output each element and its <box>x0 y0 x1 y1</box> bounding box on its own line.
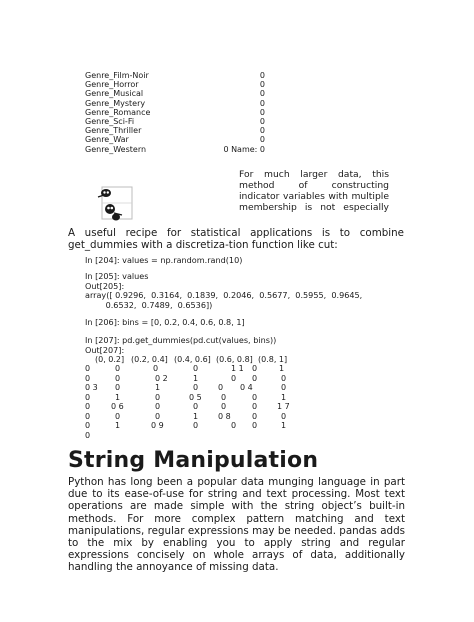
table-cell: 1 1 <box>231 364 244 373</box>
table-row <box>85 393 385 402</box>
genre-name: Genre_Sci-Fi <box>85 117 135 126</box>
table-header-cell: (0.2, 0.4] <box>131 354 168 364</box>
code-line: In [205]: values <box>85 271 149 281</box>
table-header-row <box>85 355 385 364</box>
table-cell: 0 <box>85 421 91 430</box>
table-cell: 0 <box>115 364 121 373</box>
section-paragraph <box>68 476 405 574</box>
table-cell: 0 <box>155 402 161 411</box>
table-cell: 1 <box>279 364 285 373</box>
table-cell: 0 <box>115 383 121 392</box>
table-header-cell: (0.8, 1] <box>258 354 288 364</box>
table-cell: 0 <box>252 392 258 402</box>
table-cell: 0 <box>281 373 287 383</box>
table-cell: 0 <box>193 383 199 392</box>
genre-row <box>85 71 265 80</box>
table-cell: 1 <box>115 392 121 402</box>
table-header-cell: (0, 0.2] <box>95 354 125 364</box>
table-cell: 0 <box>85 402 91 411</box>
genre-row <box>85 145 265 154</box>
table-row <box>85 374 385 383</box>
table-header-cell: (0.6, 0.8] <box>216 354 253 364</box>
genre-value: 0 <box>259 71 265 80</box>
genre-row <box>85 108 265 117</box>
table-cell: 0 <box>85 411 91 421</box>
code-line: In [206]: bins = [0, 0.2, 0.4, 0.6, 0.8, 1] <box>85 317 245 327</box>
table-cell: 0 3 <box>85 383 98 392</box>
table-cell: 0 <box>193 364 199 373</box>
table-cell: 0 <box>252 411 258 421</box>
genre-name: Genre_Musical <box>85 89 144 99</box>
genre-name: Genre_War <box>85 135 129 145</box>
table-cell: 1 <box>193 373 199 383</box>
code-line: 0.6532, 0.7489, 0.6536]) <box>85 299 213 310</box>
section-text: Python has long been a popular data munging language in part due to its ease-of-use for string and text processing. Most text operations are made simple with the string object’s built-in methods. For more complex pattern matching and text manipulations, regular expressions may be needed. pandas adds to the mix by enabling you to apply string and regular expressions concisely on whole arrays of data, additionally handling the annoyance of missing data. <box>68 476 405 574</box>
table-cell: 0 <box>85 364 91 373</box>
code-line: In [207]: pd.get_dummies(pd.cut(values, bins)) <box>85 335 277 345</box>
table-cell: 0 <box>252 421 258 430</box>
genre-value: 0 <box>259 107 265 117</box>
table-cell: 0 <box>221 392 227 402</box>
table-row <box>85 402 385 411</box>
genre-value: 0 <box>259 80 265 90</box>
table-cell: 0 8 <box>218 411 231 421</box>
table-row <box>85 364 385 373</box>
genre-name: Genre_Western <box>85 144 147 154</box>
table-header-cell: (0.4, 0.6] <box>174 354 211 364</box>
table-cell: 0 <box>231 373 237 383</box>
table-cell: 1 <box>281 421 287 430</box>
table-cell: 0 <box>252 364 258 373</box>
genre-name: Genre_Romance <box>85 107 151 117</box>
table-row <box>85 383 385 392</box>
genre-row <box>85 117 265 126</box>
genre-row <box>85 135 265 144</box>
genre-row <box>85 126 265 135</box>
table-cell: 0 <box>115 411 121 421</box>
table-cell: 0 <box>252 373 258 383</box>
table-cell: 1 7 <box>277 402 290 411</box>
table-cell: 0 <box>193 402 199 411</box>
genre-value: 0 <box>259 135 265 145</box>
recipe-text: A useful recipe for statistical applications is to combine get_dummies with a discretiza-tion function like cut: <box>68 227 404 252</box>
code-line: Out[205]: <box>85 280 125 291</box>
genre-row <box>85 89 265 98</box>
table-cell: 0 9 <box>151 421 164 430</box>
code-line: Out[207]: <box>85 344 125 355</box>
genre-value: 0 <box>259 98 265 108</box>
table-cell: 1 <box>281 392 287 402</box>
table-cell: 0 <box>281 411 287 421</box>
genre-name: Genre_Thriller <box>85 126 142 136</box>
table-cell: 0 5 <box>189 392 202 402</box>
genre-value: 0 <box>259 89 265 99</box>
genre-row <box>85 80 265 89</box>
note-callout <box>239 169 389 214</box>
section-heading: String Manipulation <box>68 448 319 473</box>
table-row <box>85 431 385 440</box>
table-cell: 0 <box>252 402 258 411</box>
table-cell: 0 <box>85 430 91 440</box>
table-cell: 0 <box>221 402 227 411</box>
genre-row <box>85 99 265 108</box>
table-cell: 0 <box>155 411 161 421</box>
table-cell: 0 2 <box>155 373 168 383</box>
table-cell: 0 <box>231 421 237 430</box>
genre-name: Genre_Film-Noir <box>85 71 149 80</box>
table-cell: 0 <box>153 364 159 373</box>
recipe-paragraph <box>68 227 404 251</box>
table-cell: 0 6 <box>111 402 124 411</box>
code-line: In [204]: values = np.random.rand(10) <box>85 255 243 265</box>
genre-value: 0 <box>259 126 265 136</box>
table-cell: 0 <box>281 383 287 392</box>
table-cell: 0 <box>193 421 199 430</box>
table-cell: 0 <box>155 392 161 402</box>
table-cell: 1 <box>155 383 161 392</box>
note-icon <box>84 164 124 208</box>
table-cell: 0 <box>218 383 224 392</box>
table-cell: 1 <box>193 411 199 421</box>
genre-name: Genre_Horror <box>85 80 139 90</box>
genre-name: Genre_Mystery <box>85 98 146 108</box>
genre-value: 0 Name: 0 <box>223 144 265 154</box>
table-cell: 0 4 <box>240 383 253 392</box>
code-line: array([ 0.9296, 0.3164, 0.1839, 0.2046, 0.5677, 0.5955, 0.9645, <box>85 290 363 300</box>
table-cell: 0 <box>85 373 91 383</box>
genre-value: 0 <box>259 117 265 126</box>
table-cell: 0 <box>85 392 91 402</box>
table-row <box>85 421 385 430</box>
table-cell: 1 <box>115 421 121 430</box>
table-cell: 0 <box>115 373 121 383</box>
note-text: For much larger data, this method of constructing indicator variables with multiple membership is not especially <box>239 169 389 213</box>
table-row <box>85 412 385 421</box>
